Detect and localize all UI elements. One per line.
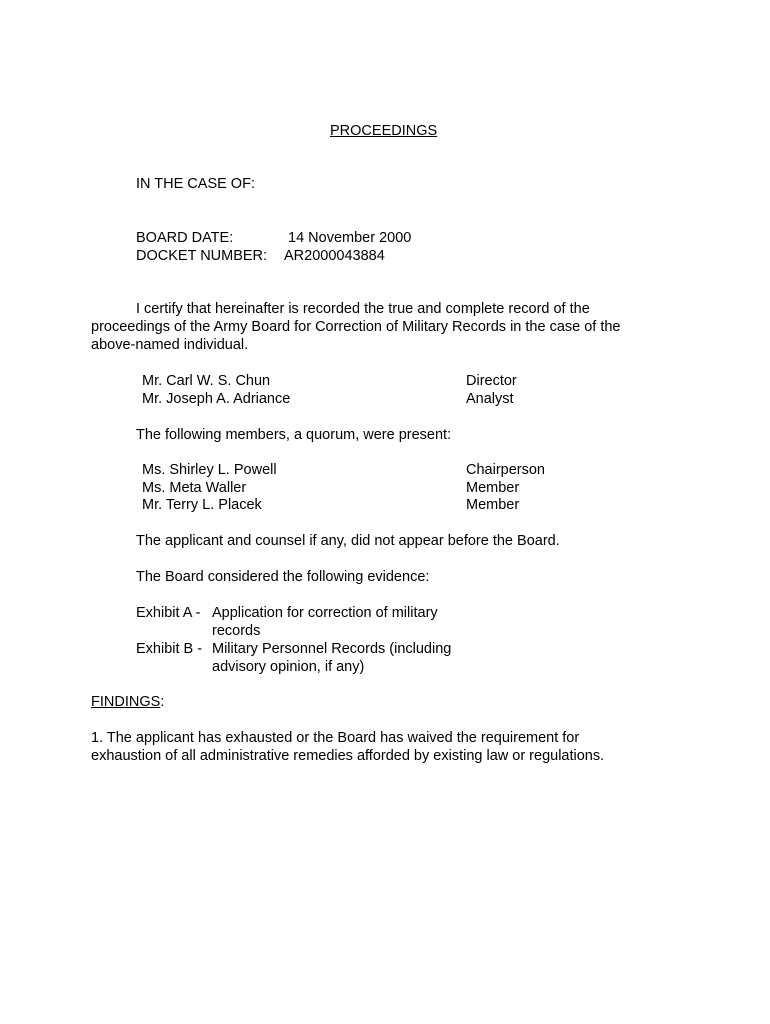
member-role: Member [466,480,520,496]
case-label: IN THE CASE OF: [136,176,255,192]
exhibit-description-cont: records [212,623,261,639]
docket-number-value: AR2000043884 [284,248,385,264]
member-role: Chairperson [466,462,545,478]
member-role: Member [466,497,520,513]
exhibit-label: Exhibit A - [136,605,201,621]
findings-heading-text: FINDINGS [91,694,161,710]
exhibit-description-cont: advisory opinion, if any) [212,659,365,675]
member-name: Mr. Terry L. Placek [142,497,262,513]
docket-number-label: DOCKET NUMBER: [136,248,268,264]
staff-name: Mr. Carl W. S. Chun [142,373,271,389]
findings-heading [91,693,164,711]
staff-name: Mr. Joseph A. Adriance [142,391,291,407]
quorum-statement: The following members, a quorum, were present: [136,427,452,443]
evidence-statement: The Board considered the following evidence: [136,569,430,585]
certification-paragraph: I certify that hereinafter is recorded the true and complete record of the proceedings of the Army Board for Correction of Military Records in the case of the above-named individual. [91,301,621,353]
member-name: Ms. Shirley L. Powell [142,462,277,478]
staff-role: Analyst [466,391,514,407]
exhibit-description: Application for correction of military [212,605,438,621]
finding-paragraph-1: 1. The applicant has exhausted or the Board has waived the requirement for exhaustion of all administrative remedies afforded by existing law or regulations. [91,730,605,764]
member-name: Ms. Meta Waller [142,480,247,496]
exhibit-label: Exhibit B - [136,641,203,657]
findings-heading-colon: : [160,694,165,710]
document-title: PROCEEDINGS [330,123,438,139]
staff-role: Director [466,373,517,389]
board-date-value: 14 November 2000 [288,230,412,246]
board-date-label: BOARD DATE: [136,230,234,246]
appearance-statement: The applicant and counsel if any, did not appear before the Board. [136,533,560,549]
exhibit-description: Military Personnel Records (including [212,641,452,657]
